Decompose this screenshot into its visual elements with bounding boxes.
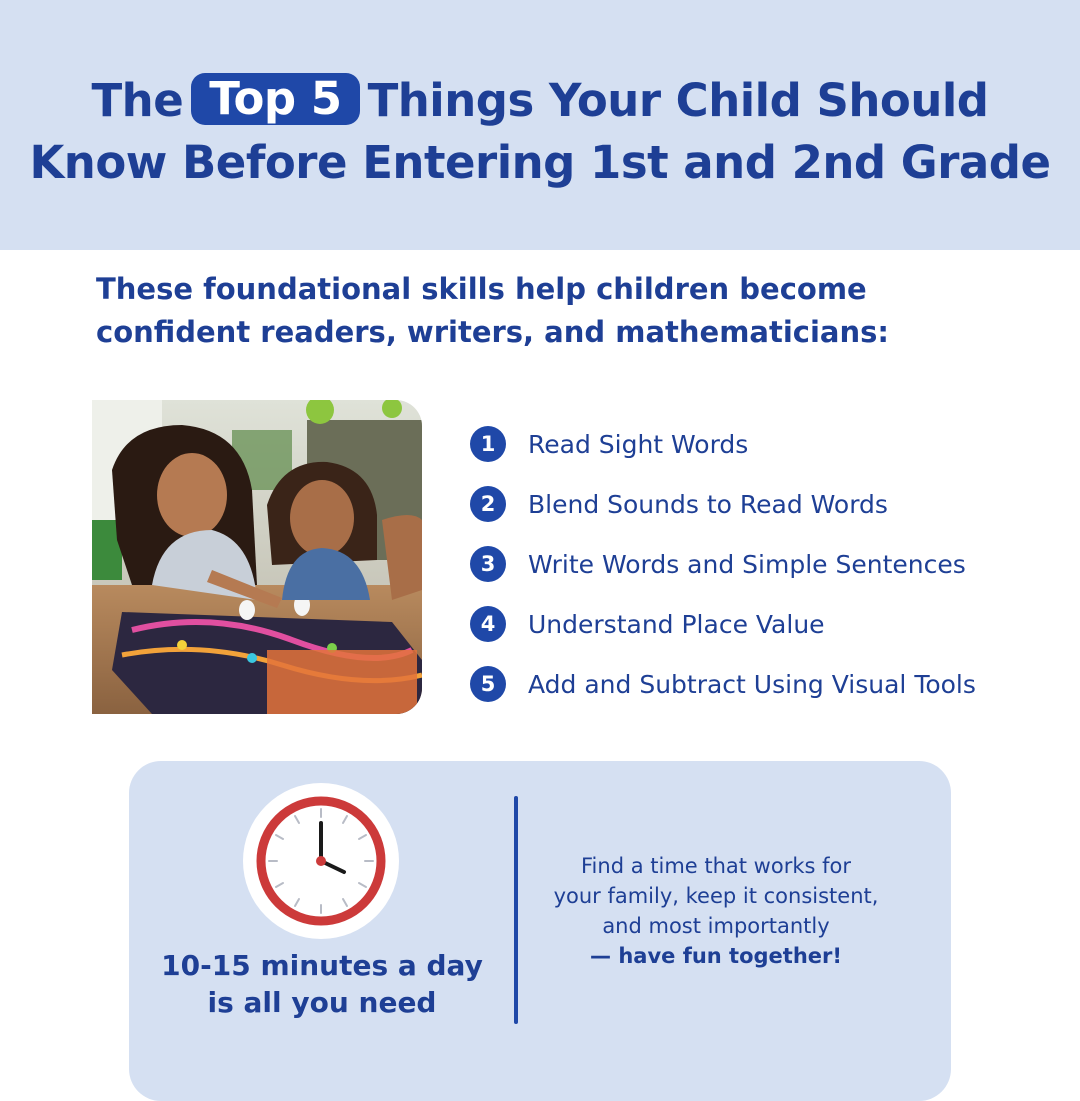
minutes-line2: is all you need bbox=[207, 986, 437, 1019]
intro-line2: confident readers, writers, and mathematicians: bbox=[96, 315, 889, 349]
tip-line3: and most importantly bbox=[602, 914, 830, 938]
intro-text bbox=[96, 268, 996, 354]
title-highlight-pill: Top 5 bbox=[191, 73, 359, 125]
number-badge: 1 bbox=[470, 426, 506, 462]
card-divider bbox=[514, 796, 518, 1024]
title-before: The bbox=[91, 74, 184, 127]
intro-line1: These foundational skills help children become bbox=[96, 272, 867, 306]
number-badge: 4 bbox=[470, 606, 506, 642]
list-item bbox=[470, 422, 748, 466]
minutes-line1: 10-15 minutes a day bbox=[161, 949, 483, 982]
number-badge: 3 bbox=[470, 546, 506, 582]
page-title bbox=[0, 70, 1080, 194]
skill-label: Read Sight Words bbox=[528, 429, 749, 459]
tip-text bbox=[530, 851, 902, 971]
title-after: Things Your Child Should bbox=[367, 74, 989, 127]
list-item bbox=[470, 542, 966, 586]
tip-line4: — have fun together! bbox=[590, 944, 842, 968]
skill-label: Write Words and Simple Sentences bbox=[528, 549, 966, 579]
tip-line1: Find a time that works for bbox=[581, 854, 851, 878]
children-playing-board-game-photo bbox=[92, 400, 422, 714]
number-badge: 5 bbox=[470, 666, 506, 702]
skill-label: Add and Subtract Using Visual Tools bbox=[528, 669, 976, 699]
clock-icon bbox=[243, 783, 399, 939]
number-badge: 2 bbox=[470, 486, 506, 522]
skill-label: Understand Place Value bbox=[528, 609, 825, 639]
title-line2: Know Before Entering 1st and 2nd Grade bbox=[29, 136, 1051, 189]
list-item bbox=[470, 662, 976, 706]
list-item bbox=[470, 482, 888, 526]
list-item bbox=[470, 602, 825, 646]
skill-label: Blend Sounds to Read Words bbox=[528, 489, 888, 519]
minutes-callout bbox=[129, 947, 515, 1021]
tip-line2: your family, keep it consistent, bbox=[553, 884, 879, 908]
